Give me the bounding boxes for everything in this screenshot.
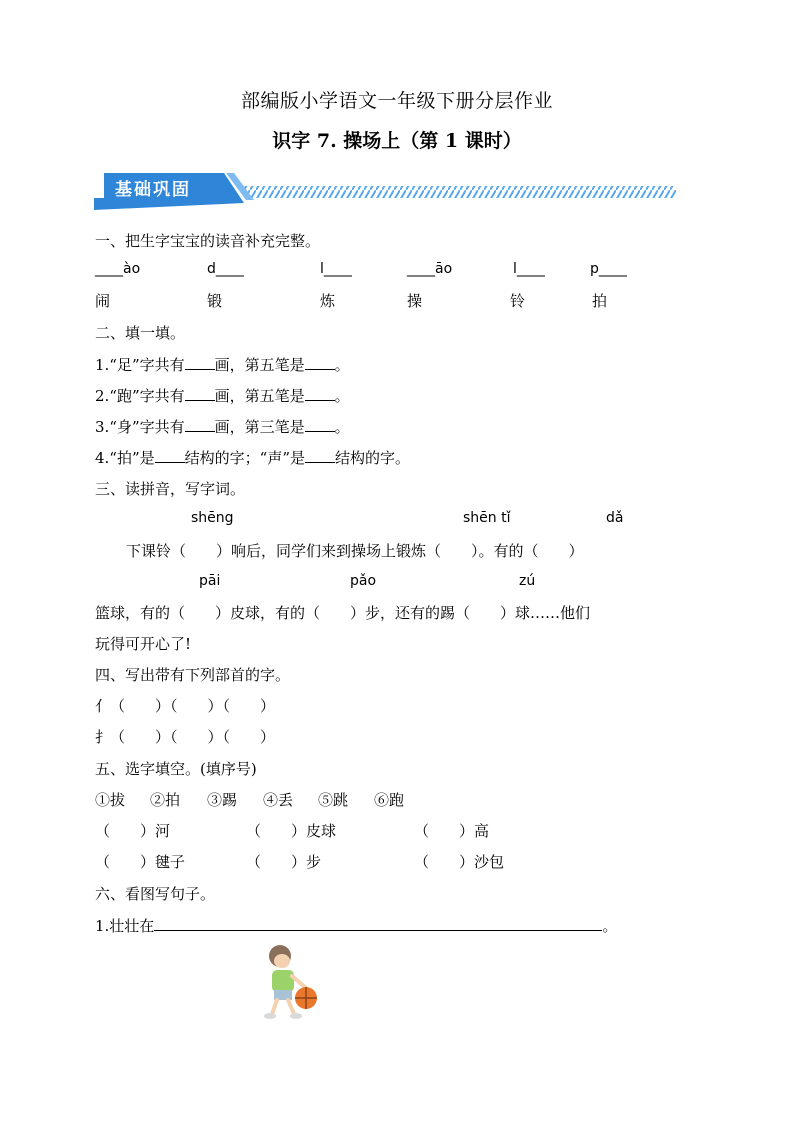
q6-line-1-pre: 1.壮壮在	[95, 917, 155, 935]
answer-blank[interactable]	[154, 914, 602, 931]
lesson-subtitle: 识字 7. 操场上（第 1 课时）	[272, 130, 522, 152]
q1-char-2: 锻	[207, 292, 223, 310]
q2-line-4-mid: 结构的字；“声”是	[184, 449, 305, 467]
q3-text-row-3: 玩得可开心了!	[95, 635, 192, 653]
q2-line-2-pre: 2.“跑”字共有	[95, 387, 185, 405]
q3-heading: 三、读拼音，写字词。	[95, 480, 246, 498]
q5-heading: 五、选字填空。(填序号)	[95, 760, 257, 778]
q5-row1-item1: （ ）河	[95, 822, 171, 840]
section-banner-label: 基础巩固	[115, 180, 191, 200]
q2-line-3	[95, 415, 350, 437]
q1-pinyin-4: ____āo	[407, 261, 453, 277]
blank[interactable]	[185, 353, 215, 370]
q5-row2-item3: （ ）沙包	[414, 853, 505, 871]
q2-heading: 二、填一填。	[95, 324, 186, 342]
q4-row-hand-radical: 扌（ ）（ ）（ ）	[95, 728, 276, 746]
q1-pinyin-2: d____	[207, 261, 244, 277]
boy-basketball-illustration	[262, 942, 324, 1022]
q2-line-1-post: 。	[334, 356, 350, 374]
q5-row2-item2: （ ）步	[246, 853, 322, 871]
q1-heading: 一、把生字宝宝的读音补充完整。	[95, 232, 321, 250]
blank[interactable]	[185, 384, 215, 401]
q1-char-5: 铃	[510, 292, 526, 310]
q2-line-3-pre: 3.“身”字共有	[95, 418, 185, 436]
q2-line-4-pre: 4.“拍”是	[95, 449, 155, 467]
blank[interactable]	[155, 446, 185, 463]
blank[interactable]	[305, 446, 335, 463]
q5-row1-item3: （ ）高	[414, 822, 490, 840]
q5-option-5: ⑤跳	[318, 791, 349, 809]
q5-option-4: ④丢	[263, 791, 294, 809]
q5-option-3: ③踢	[207, 791, 238, 809]
q6-line-1	[95, 914, 617, 936]
q1-char-4: 操	[407, 292, 423, 310]
q5-row1-item2: （ ）皮球	[246, 822, 337, 840]
q6-line-1-post: 。	[602, 917, 618, 935]
blank[interactable]	[185, 415, 215, 432]
q4-row-person-radical: 亻（ ）（ ）（ ）	[95, 697, 276, 715]
q2-line-1	[95, 353, 350, 375]
q2-line-4-post: 结构的字。	[335, 449, 411, 467]
q6-heading: 六、看图写句子。	[95, 885, 216, 903]
q5-option-2: ②拍	[150, 791, 181, 809]
q3-pinyin-sheng: shēng	[191, 510, 234, 526]
q2-line-4	[95, 446, 410, 468]
blank[interactable]	[305, 415, 335, 432]
q3-text-row-1: 下课铃（ ）响后，同学们来到操场上锻炼（ ）。有的（ ）	[126, 542, 584, 560]
q2-line-2	[95, 384, 350, 406]
q3-pinyin-shenti: shēn tǐ	[463, 510, 511, 526]
q3-pinyin-pao: pǎo	[350, 573, 377, 589]
q1-pinyin-6: p____	[590, 261, 627, 277]
q4-heading: 四、写出带有下列部首的字。	[95, 666, 291, 684]
q3-pinyin-da: dǎ	[606, 510, 624, 526]
blank[interactable]	[305, 384, 335, 401]
q5-option-6: ⑥跑	[374, 791, 405, 809]
q1-char-3: 炼	[320, 292, 336, 310]
q1-pinyin-3: l____	[320, 261, 352, 277]
q1-char-6: 拍	[592, 292, 608, 310]
q3-pinyin-zu: zú	[519, 573, 536, 589]
worksheet-title: 部编版小学语文一年级下册分层作业	[240, 90, 553, 112]
q2-line-3-mid: 画，第三笔是	[214, 418, 305, 436]
q2-line-3-post: 。	[334, 418, 350, 436]
blank[interactable]	[305, 353, 335, 370]
q2-line-1-mid: 画，第五笔是	[214, 356, 305, 374]
q1-pinyin-5: l____	[513, 261, 545, 277]
q2-line-2-post: 。	[334, 387, 350, 405]
q1-char-1: 闹	[95, 292, 111, 310]
q2-line-1-pre: 1.“足”字共有	[95, 356, 185, 374]
q3-text-row-2: 篮球，有的（ ）皮球，有的（ ）步，还有的踢（ ）球……他们	[95, 604, 591, 622]
q5-row2-item1: （ ）毽子	[95, 853, 186, 871]
q3-pinyin-pai: pāi	[199, 573, 221, 589]
q2-line-2-mid: 画，第五笔是	[214, 387, 305, 405]
q1-pinyin-1: ____ào	[95, 261, 141, 277]
q5-option-1: ①拔	[95, 791, 126, 809]
